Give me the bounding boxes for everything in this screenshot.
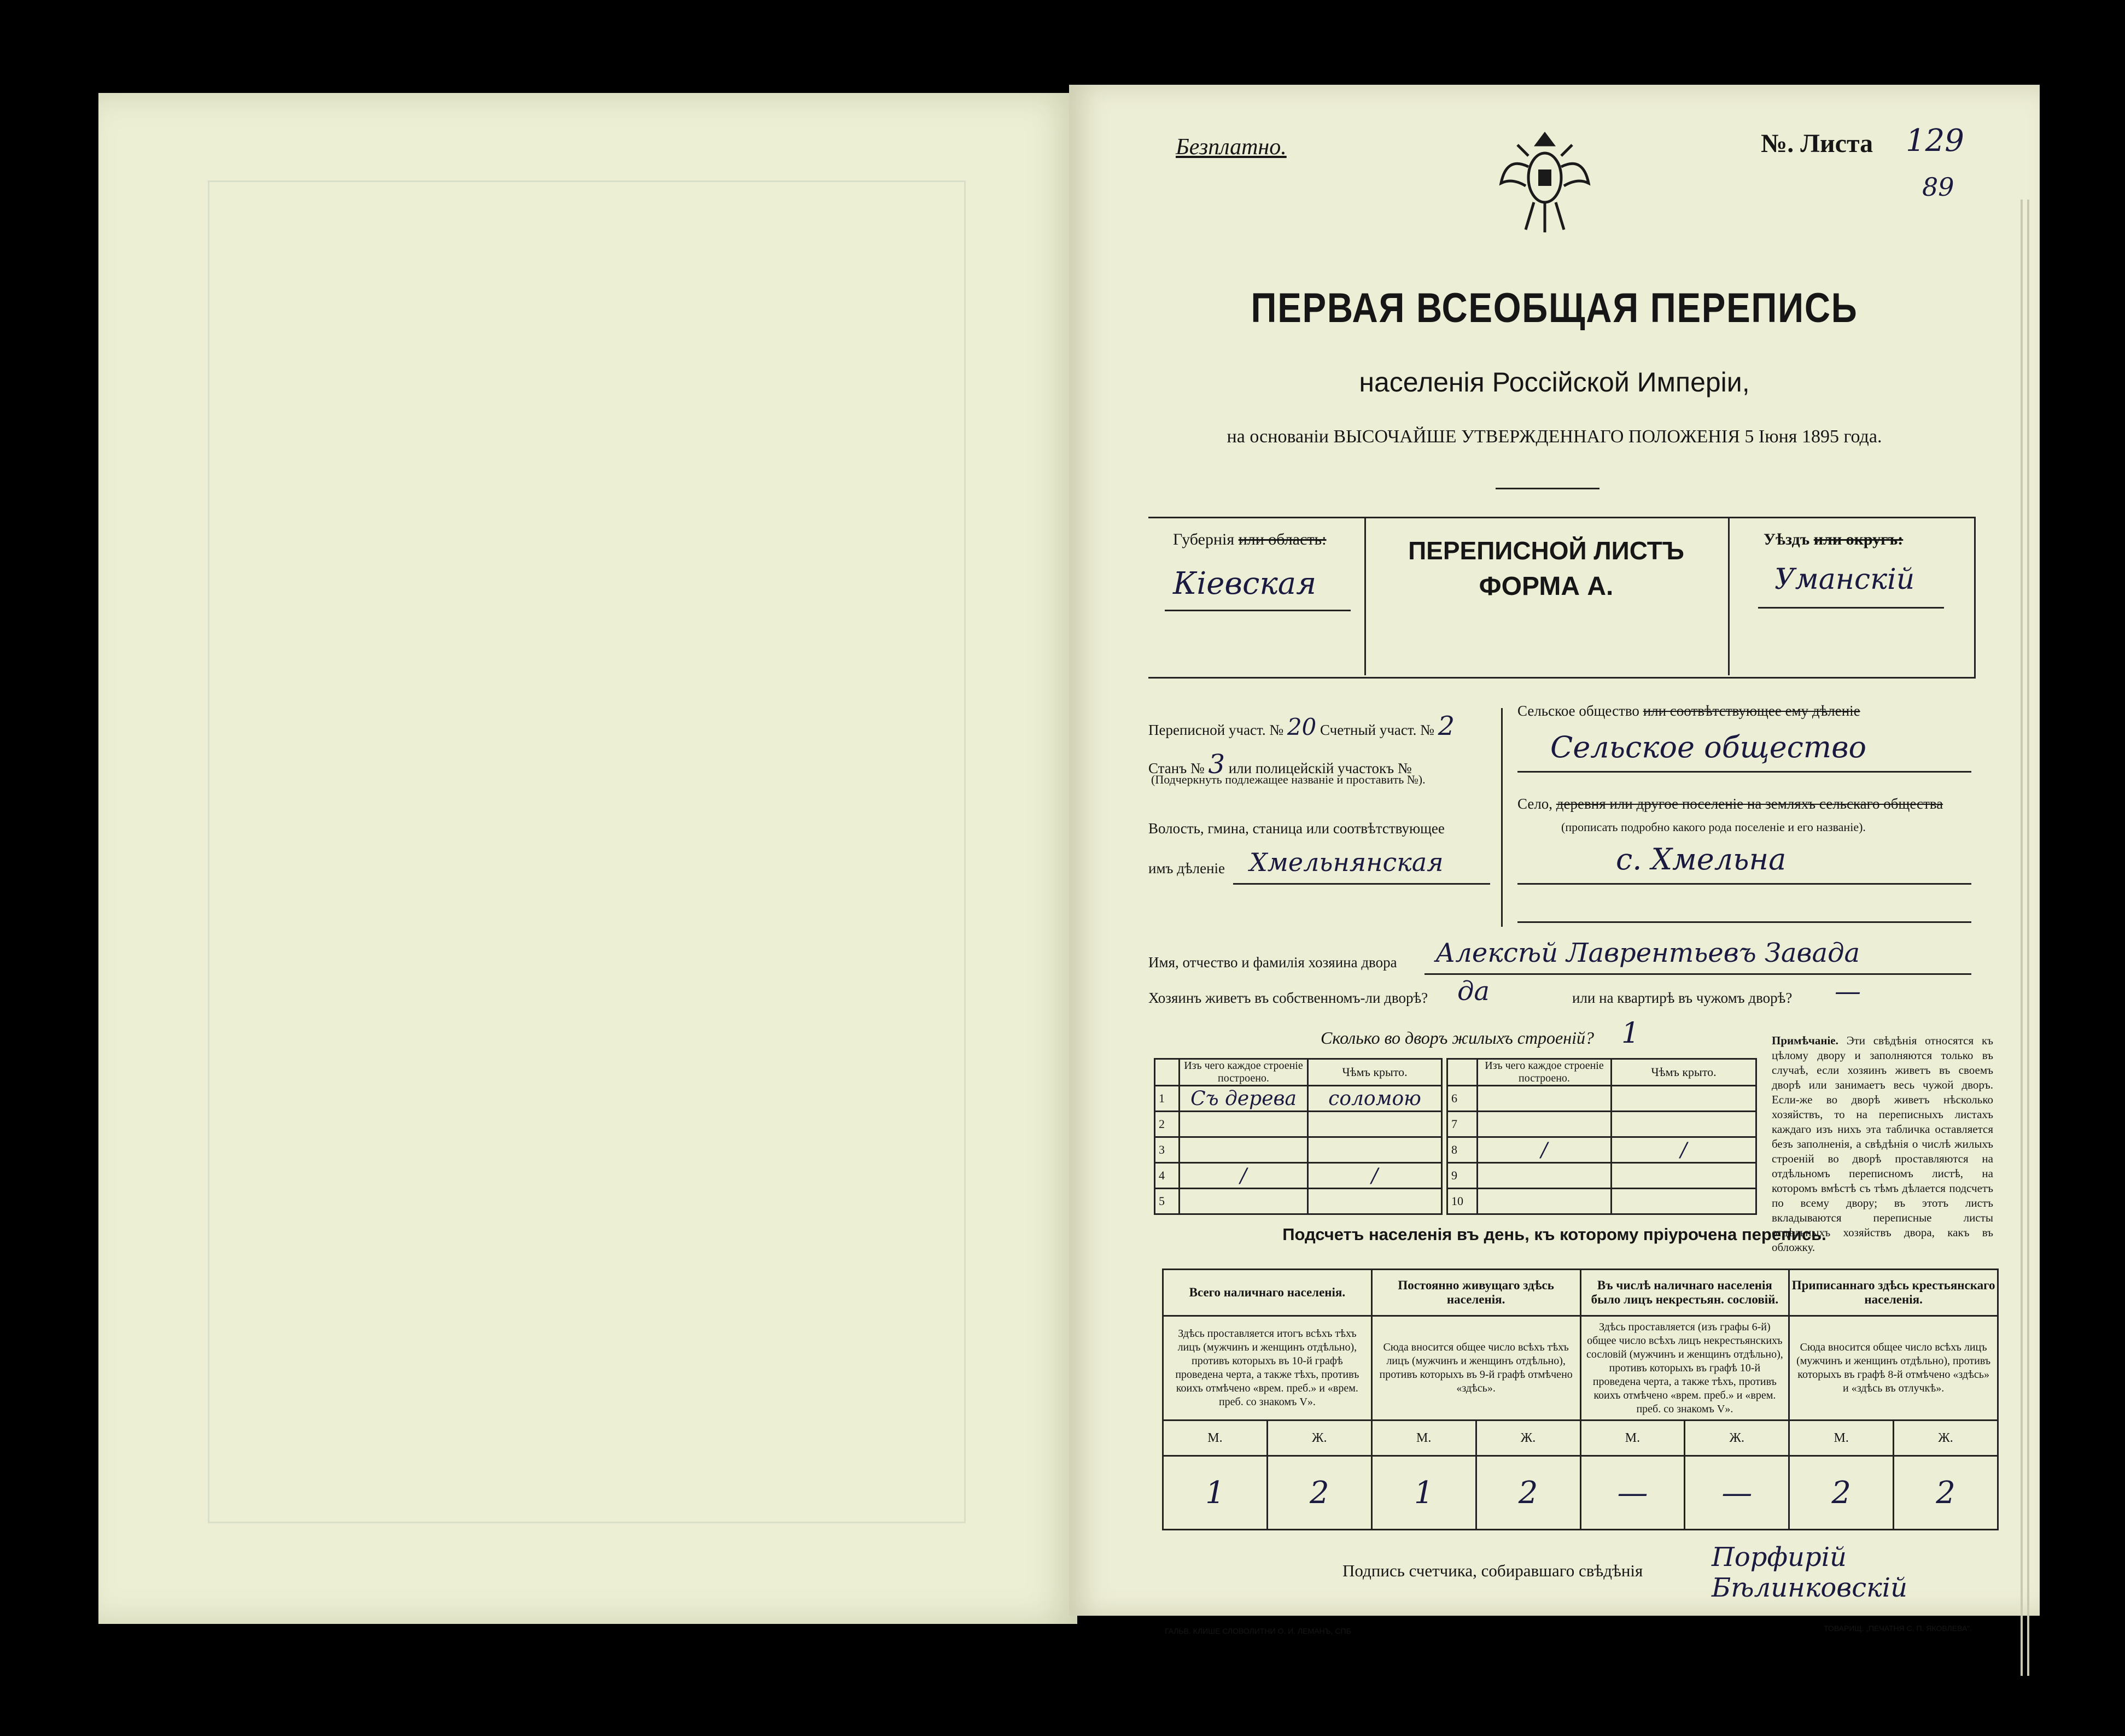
district-underline [1758,607,1944,609]
village-note: (прописать подробно какого рода поселеніе и его названіе). [1561,820,1866,834]
signature-value: Порфирій Бѣлинковскій [1712,1542,1908,1603]
census-district-label: Переписной участ. № [1148,722,1284,738]
village-value: с. Хмельна [1616,842,1787,876]
female-label: Ж. [1894,1421,1998,1456]
material-cell [1478,1086,1612,1112]
female-count: 2 [1476,1456,1580,1530]
building-row [1447,1086,1756,1112]
row-number: 4 [1155,1163,1180,1189]
village-underline-2 [1517,921,1971,923]
note-text: Эти свѣдѣнія относятся къ цѣлому двору и заполняются только въ случаѣ, если хозяинъ живетъ въ своемъ дворѣ или занимаетъ весь чужой дворъ. Если-же во дворѣ живетъ нѣсколько хозяйствъ, то на переписныхъ листахъ каждаго изъ нихъ эта табличка оставляется безъ заполненія, а свѣдѣнія о числѣ жилыхъ строеній во дворѣ проставляются на отдѣльномъ переписномъ листѣ, на которомъ вмѣстѣ съ тѣмъ дѣлается подсчетъ по всему двору; въ этотъ листъ вкладываются переписные листы отдѣльныхъ хозяйствъ двора, какъ въ обложку. [1772,1034,1994,1254]
roof-cell [1612,1189,1756,1214]
sheet-number-extra: 89 [1922,172,1954,202]
district-label [1764,530,1903,549]
row-number: 6 [1447,1086,1478,1112]
roof-header: Чѣмъ крыто. [1612,1059,1756,1086]
free-of-charge-label: Безплатно. [1176,135,1287,160]
form-head-top-rule [1148,517,1974,518]
population-table [1162,1269,1999,1530]
society-label: Сельское общество [1517,703,1639,719]
material-cell [1180,1137,1308,1163]
province-underline [1165,610,1351,611]
material-cell [1478,1189,1612,1214]
roof-cell [1612,1112,1756,1137]
roof-header: Чѣмъ крыто. [1308,1059,1442,1086]
counting-district-value: 2 [1438,711,1455,741]
material-header: Изъ чего каждое строеніе построено. [1478,1059,1612,1086]
stan-value: 3 [1208,749,1225,780]
row-number: 1 [1155,1086,1180,1112]
male-label: М. [1371,1421,1476,1456]
group-header: Въ числѣ наличнаго населенія было лицъ некрестьян. сословій. [1580,1270,1789,1316]
row-number: 5 [1155,1189,1180,1214]
building-row [1447,1163,1756,1189]
male-label: М. [1789,1421,1894,1456]
group-description: Здѣсь проставляется (изъ графы 6-й) общее число всѣхъ лицъ некрестьянскихъ сословій (мужчинъ и женщинъ отдѣльно), противъ которыхъ въ графѣ 10-й проведена черта, а также тѣхъ, противъ коихъ отмѣчено «врем. преб.» и «врем. преб. со знакомъ V». [1580,1316,1789,1421]
village-field [1517,796,1943,813]
buildings-table-right [1446,1058,1757,1215]
counting-district-label: Счетный участ. № [1320,722,1434,738]
fields-divider [1501,708,1503,927]
buildings-value: 1 [1621,1017,1640,1050]
form-type: ФОРМА А. [1479,572,1614,601]
village-underline [1517,883,1971,885]
male-count: 1 [1371,1456,1476,1530]
building-row [1155,1112,1442,1137]
page-stack-edge [2027,200,2029,1676]
village-label: Село, [1517,796,1553,812]
male-count: — [1580,1456,1685,1530]
census-district-value: 20 [1287,714,1317,740]
row-number: 9 [1447,1163,1478,1189]
society-value: Сельское общество [1550,730,1867,764]
male-label: М. [1163,1421,1268,1456]
main-title: ПЕРВАЯ ВСЕОБЩАЯ ПЕРЕПИСЬ [1251,285,1858,331]
sheet-number-value: 129 [1906,123,1964,159]
imperial-eagle-icon [1496,123,1594,238]
roof-cell: / [1308,1163,1442,1189]
building-row [1155,1189,1442,1214]
province-struck-text: или область: [1238,530,1327,548]
lives-label: Хозяинъ живетъ въ собственномъ-ли дворѣ? [1148,990,1428,1006]
row-number: 2 [1155,1112,1180,1137]
roof-cell [1308,1137,1442,1163]
district-label-text: Уѣздъ [1764,530,1810,548]
note-block [1772,1033,1993,1255]
material-cell: / [1180,1163,1308,1189]
volost-label: Волость, гмина, станица или соотвѣтствующее [1148,820,1445,837]
building-row [1447,1189,1756,1214]
roof-cell [1308,1189,1442,1214]
census-district-field [1148,711,1455,741]
female-count: — [1685,1456,1789,1530]
material-cell: Съ дерева [1180,1086,1308,1112]
owner-underline [1425,973,1971,975]
roof-cell [1612,1086,1756,1112]
district-value: Уманскій [1774,563,1915,596]
group-description: Сюда вносится общее число всѣхъ тѣхъ лицъ (мужчинъ и женщинъ отдѣльно), противъ которыхъ въ 9-й графѣ отмѣчено «здѣсь». [1371,1316,1580,1421]
roof-cell: соломою [1308,1086,1442,1112]
row-number: 7 [1447,1112,1478,1137]
left-page [98,93,1077,1624]
printer-credit-right: ТОВАРИЩ. „ПЕЧАТНЯ С. П. ЯКОВЛЕВА“. [1824,1624,1972,1633]
building-row [1155,1163,1442,1189]
roof-cell [1308,1112,1442,1137]
subtitle: населенія Россійской Имперіи, [1359,367,1750,398]
group-description: Здѣсь проставляется итогъ всѣхъ тѣхъ лицъ (мужчинъ и женщинъ отдѣльно), противъ которыхъ въ 10-й графѣ проведена черта, а также тѣхъ, противъ коихъ отмѣчено «врем. преб.» и «врем. преб. со знакомъ V». [1163,1316,1372,1421]
province-label-text: Губернія [1173,530,1235,548]
society-struck: или соотвѣтствующее ему дѣленіе [1643,703,1860,719]
building-row [1155,1086,1442,1112]
row-number: 10 [1447,1189,1478,1214]
ornament-divider [1496,488,1599,489]
roof-cell: / [1612,1137,1756,1163]
building-row [1447,1137,1756,1163]
lives-value: да [1457,976,1490,1007]
male-count: 2 [1789,1456,1894,1530]
volost-value: Хмельнянская [1250,847,1444,877]
material-header: Изъ чего каждое строеніе построено. [1180,1059,1308,1086]
female-label: Ж. [1267,1421,1371,1456]
apartment-value: — [1835,976,1861,1007]
building-row [1447,1112,1756,1137]
roof-cell [1612,1163,1756,1189]
female-count: 2 [1894,1456,1998,1530]
apartment-label: или на квартирѣ въ чужомъ дворѣ? [1572,990,1793,1006]
buildings-label: Сколько во дворъ жилыхъ строеній? [1321,1028,1594,1048]
district-struck-text: или округъ: [1813,530,1904,548]
form-title: ПЕРЕПИСНОЙ ЛИСТЪ [1408,536,1684,565]
decree-line: на основаніи ВЫСОЧАЙШЕ УТВЕРЖДЕННАГО ПОЛОЖЕНІЯ 5 Іюня 1895 года. [1227,426,1882,447]
owner-label: Имя, отчество и фамилія хозяина двора [1148,954,1397,971]
province-label [1173,530,1327,549]
female-count: 2 [1267,1456,1371,1530]
material-cell: / [1478,1137,1612,1163]
group-header: Всего наличнаго населенія. [1163,1270,1372,1316]
sheet-number-label: №. Листа [1761,129,1873,158]
page-stack-edge [2021,200,2023,1676]
printer-credit-left: ГАЛЬВ. КЛИШЕ СЛОВОЛИТНИ О. И. ЛЕМАНЪ, СПБ [1165,1627,1351,1635]
building-row [1155,1137,1442,1163]
census-form-page [1069,85,2040,1635]
stan-label: Станъ № [1148,760,1205,776]
volost-underline [1233,883,1490,885]
village-struck: деревня или другое поселеніе на земляхъ сельскаго общества [1556,796,1943,812]
population-title: Подсчетъ населенія въ день, къ которому пріурочена перепись. [1282,1225,1826,1244]
province-value: Кіевская [1173,566,1317,601]
female-label: Ж. [1476,1421,1580,1456]
male-label: М. [1580,1421,1685,1456]
society-underline [1517,771,1971,773]
society-field [1517,703,1860,720]
group-header: Приписаннаго здѣсь крестьянскаго населенія. [1789,1270,1998,1316]
underline-note: (Подчеркнуть подлежащее названіе и проставить №). [1151,773,1426,786]
row-number: 8 [1447,1137,1478,1163]
buildings-table-left [1154,1058,1443,1215]
signature-label: Подпись счетчика, собиравшаго свѣдѣнія [1342,1561,1643,1580]
owner-value: Алексѣй Лаврентьевъ Завада [1435,938,1860,968]
note-title: Примѣчаніе. [1772,1034,1838,1047]
material-cell [1478,1163,1612,1189]
material-cell [1180,1189,1308,1214]
volost-label-2: имъ дѣленіе [1148,860,1225,876]
bleed-through-grid [208,180,966,1523]
group-description: Сюда вносится общее число всѣхъ лицъ (мужчинъ и женщинъ отдѣльно), противъ которыхъ въ графѣ 8-й отмѣчено «здѣсь» и «здѣсь въ отлучкѣ». [1789,1316,1998,1421]
female-label: Ж. [1685,1421,1789,1456]
row-number: 3 [1155,1137,1180,1163]
group-header: Постоянно живущаго здѣсь населенія. [1371,1270,1580,1316]
male-count: 1 [1163,1456,1268,1530]
material-cell [1180,1112,1308,1137]
material-cell [1478,1112,1612,1137]
police-label: или полицейскій участокъ № [1228,760,1412,776]
form-head-divider [1728,517,1730,675]
